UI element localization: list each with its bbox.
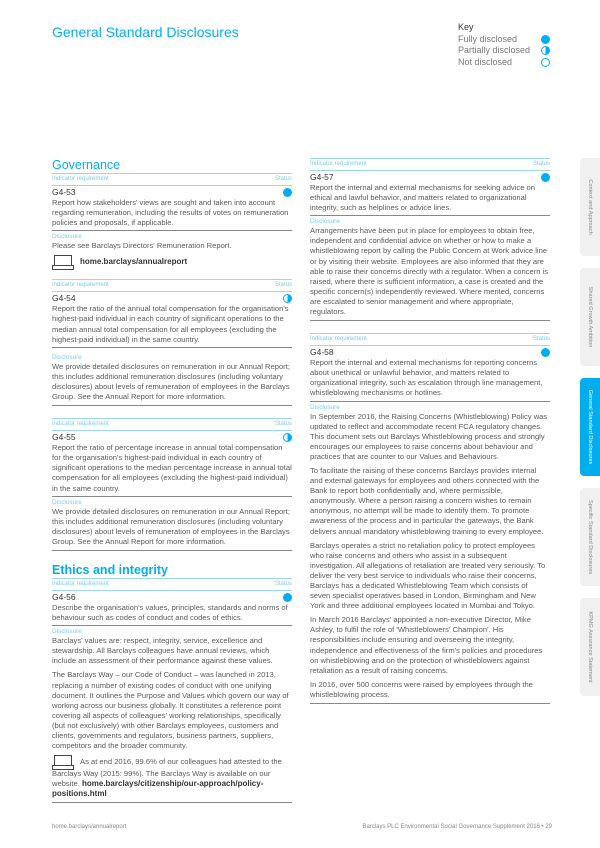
indicator-requirement: Report the internal and external mechanisms for reporting concerns about unethical or unlawful behavior, and matters related to organizational integrity, such as escalation through line management, whistleblowing mechanisms or hotlines. bbox=[310, 358, 550, 401]
status-label: Status bbox=[274, 580, 292, 587]
indicator-label: Indicator requirement bbox=[52, 176, 109, 182]
status-label: Status bbox=[532, 161, 550, 167]
disclosure-label: Disclosure bbox=[52, 628, 82, 636]
tab-general-standard-disclosures[interactable] bbox=[580, 378, 600, 476]
tab-label: Shared Growth Ambition bbox=[587, 286, 593, 348]
indicator-code: G4-58 bbox=[310, 347, 334, 358]
right-column bbox=[310, 158, 550, 716]
indicator-g4-55 bbox=[52, 418, 292, 551]
indicator-code: G4-57 bbox=[310, 172, 334, 182]
disclosure-text: We provide detailed disclosures on remuneration in our Annual Report; this includes additional remuneration disclosures (including voluntary disclosures) about levels of remuneration of employees in the Barclays Group. See the Annual Report for more information. bbox=[52, 507, 292, 551]
page-title: General Standard Disclosures bbox=[52, 24, 239, 40]
tab-label: Context and Approach bbox=[587, 179, 593, 235]
full-circle-icon bbox=[541, 35, 550, 44]
indicator-requirement: Report how stakeholders' views are sought and taken into account regarding remuneration, including the results of votes on remuneration policies and proposals, if applicable. bbox=[52, 198, 292, 231]
half-circle-icon bbox=[283, 294, 292, 303]
disclosure-paragraph: In September 2016, the Raising Concerns (Whistleblowing) Policy was updated to reflect and accommodate recent FCA regulatory changes. This document sets out Barclays Whistleblowing process and strongly encourages our employees to raise concerns about behaviour and practices that are counter to our Values and Behaviours. bbox=[310, 411, 548, 461]
disclosure-paragraph: To facilitate the raising of these concerns Barclays provides internal and external gateways for employees and others connected with the Bank to report both confidentially and, where permissible, anonymously. Where a person raising a concern wishes to remain anonymous, no attempt will be made to identify them. To promote awareness of the process and in particular the gateways, the Bank delivers annual mandatory whistleblowing training to every employee. bbox=[310, 465, 544, 536]
indicator-requirement: Report the internal and external mechanisms for seeking advice on ethical and lawful behavior, and matters related to organizational integrity, such as helplines or advice lines. bbox=[310, 183, 550, 216]
status-label: Status bbox=[274, 421, 292, 428]
disclosure-paragraph: Barclays' values are: respect, integrity, service, excellence and stewardship. All Barclays colleagues have annual reviews, which include an assessment of their performance against these values. bbox=[52, 636, 273, 666]
tab-specific-standard-disclosures[interactable] bbox=[580, 488, 600, 586]
disclosure-label: Disclosure bbox=[52, 233, 82, 241]
status-label: Status bbox=[532, 336, 550, 343]
laptop-icon bbox=[52, 755, 72, 769]
indicator-label: Indicator requirement bbox=[310, 336, 367, 343]
indicator-label: Indicator requirement bbox=[52, 421, 109, 428]
disclosure-text: Please see Barclays Directors' Remuneration Report. bbox=[52, 241, 232, 251]
tab-label: KPMG Assurance Statement bbox=[587, 611, 593, 683]
tab-context-and-approach[interactable] bbox=[580, 158, 600, 256]
tab-label: Specific Standard Disclosures bbox=[587, 499, 593, 575]
tab-label: General Standard Disclosures bbox=[587, 389, 593, 465]
indicator-requirement: Report the ratio of the annual total compensation for the organisation's highest-paid individual in each country of significant operations to the median annual total compensation for all employees (excluding the highest-paid individual) in the same country. bbox=[52, 304, 292, 347]
indicator-code: G4-54 bbox=[52, 293, 76, 304]
section-tabs bbox=[580, 158, 600, 708]
full-circle-icon bbox=[541, 348, 550, 357]
indicator-code: G4-53 bbox=[52, 187, 76, 197]
tab-shared-growth-ambition[interactable] bbox=[580, 268, 600, 366]
indicator-label: Indicator requirement bbox=[52, 282, 109, 289]
disclosure-paragraph: Barclays operates a strict no retaliation policy to protect employees who raise concerns and others who assist in a subsequent investigation. All allegations of retaliation are treated very seriously. To deliver the very best service to individuals who raise their concerns, Barclays has a dedicated Whistleblowing Team which consists of seven specialist operatives based in London, Birmingham and New York and three additional employees located in Mumbai and Tokyo. bbox=[310, 540, 546, 611]
key-fully-label: Fully disclosed bbox=[458, 33, 518, 44]
indicator-label: Indicator requirement bbox=[52, 580, 109, 587]
annual-report-link[interactable]: home.barclays/annualreport bbox=[80, 257, 188, 267]
indicator-code: G4-55 bbox=[52, 432, 76, 443]
half-circle-icon bbox=[283, 433, 292, 442]
barclays-way-link[interactable]: home.barclays/citizenship/our-approach/policy-positions.html bbox=[52, 779, 264, 799]
indicator-label: Indicator requirement bbox=[310, 161, 367, 167]
indicator-g4-58 bbox=[310, 333, 550, 704]
disclosure-text: We provide detailed disclosures on remuneration in our Annual Report; this includes additional remuneration disclosures (including voluntary disclosures) about levels of remuneration of employees in the Barclays Group. See the Annual Report for more information. bbox=[52, 362, 292, 406]
tab-kpmg-assurance-statement[interactable] bbox=[580, 598, 600, 696]
disclosure-label: Disclosure bbox=[310, 403, 340, 411]
disclosure-text: Arrangements have been put in place for employees to obtain free, independent and confidential advice on whether or how to make a whistleblowing report by calling the Public Concern at Work advice line or by visiting their website. Employees are also informed that they are able to raise their concerns directly with a regulator. When a concern is raised, where there is sufficient information, a case is created and the specific concern(s) independently reviewed. Where merited, concerns are escalated to senior management and where appropriate, regulators. bbox=[310, 226, 550, 321]
section-heading-governance: Governance bbox=[52, 158, 292, 174]
indicator-code: G4-56 bbox=[52, 591, 76, 602]
full-circle-icon bbox=[283, 593, 292, 602]
disclosure-paragraph: The Barclays Way – our Code of Conduct – was launched in 2013, replacing a number of existing codes of conduct with one unifying document. It outlines the Purpose and Values which govern our way of working across our business globally. It constitutes a reference point covering all aspects of colleagues' working relationships, specifically (but not exclusively) with other Barclays employees, customers and clients, governments and regulators, business partners, suppliers, competitors and the broader community. bbox=[52, 670, 289, 751]
indicator-g4-53 bbox=[52, 174, 292, 269]
key-title: Key bbox=[458, 22, 474, 32]
indicator-requirement: Describe the organisation's values, principles, standards and norms of behaviour such as codes of conduct and codes of ethics. bbox=[52, 603, 292, 626]
disclosure-label: Disclosure bbox=[52, 498, 82, 506]
indicator-g4-57 bbox=[310, 158, 550, 321]
key-partially-label: Partially disclosed bbox=[458, 45, 531, 55]
disclosure-label: Disclosure bbox=[52, 353, 82, 361]
indicator-requirement: Report the ratio of percentage increase in annual total compensation for the organisation's highest-paid individual in each country of significant operations to the median percentage increase in annual total compensation for all employees (excluding the highest-paid individual) in the same country. bbox=[52, 443, 292, 496]
empty-circle-icon bbox=[541, 58, 550, 67]
disclosure-paragraph: In March 2016 Barclays' appointed a non-executive Director, Mike Ashley, to fulfil the role of 'Whistleblowers' Champion'. His responsibilities include ensuring and overseeing the integrity, independence and effectiveness of the firm's policies and procedures on whistleblowing and on the protection of whistleblowers against retaliation as a result of raising concerns. bbox=[310, 615, 543, 675]
indicator-g4-56 bbox=[52, 579, 292, 804]
key-not-label: Not disclosed bbox=[458, 56, 513, 67]
disclosure-paragraph: As at end 2016, 99.6% of our colleagues had attested to the Barclays Way (2015: 99%). The Barclays Way is available on our website. bbox=[52, 757, 282, 789]
disclosure-paragraph: In 2016, over 500 concerns were raised by employees through the whistleblowing process. bbox=[310, 679, 533, 699]
left-column bbox=[52, 158, 292, 815]
full-circle-icon bbox=[283, 188, 292, 197]
laptop-icon bbox=[52, 255, 72, 269]
section-heading-ethics: Ethics and integrity bbox=[52, 563, 292, 579]
footer-page-info: Barclays PLC Environmental Social Governance Supplement 2016 • 29 bbox=[362, 824, 552, 830]
status-key bbox=[458, 22, 550, 68]
indicator-g4-54 bbox=[52, 279, 292, 406]
status-label: Status bbox=[274, 282, 292, 289]
disclosure-label: Disclosure bbox=[310, 218, 340, 226]
full-circle-icon bbox=[541, 173, 550, 182]
footer-link[interactable]: home.barclays/annualreport bbox=[52, 824, 127, 830]
status-label: Status bbox=[274, 176, 292, 182]
half-circle-icon bbox=[541, 46, 550, 55]
